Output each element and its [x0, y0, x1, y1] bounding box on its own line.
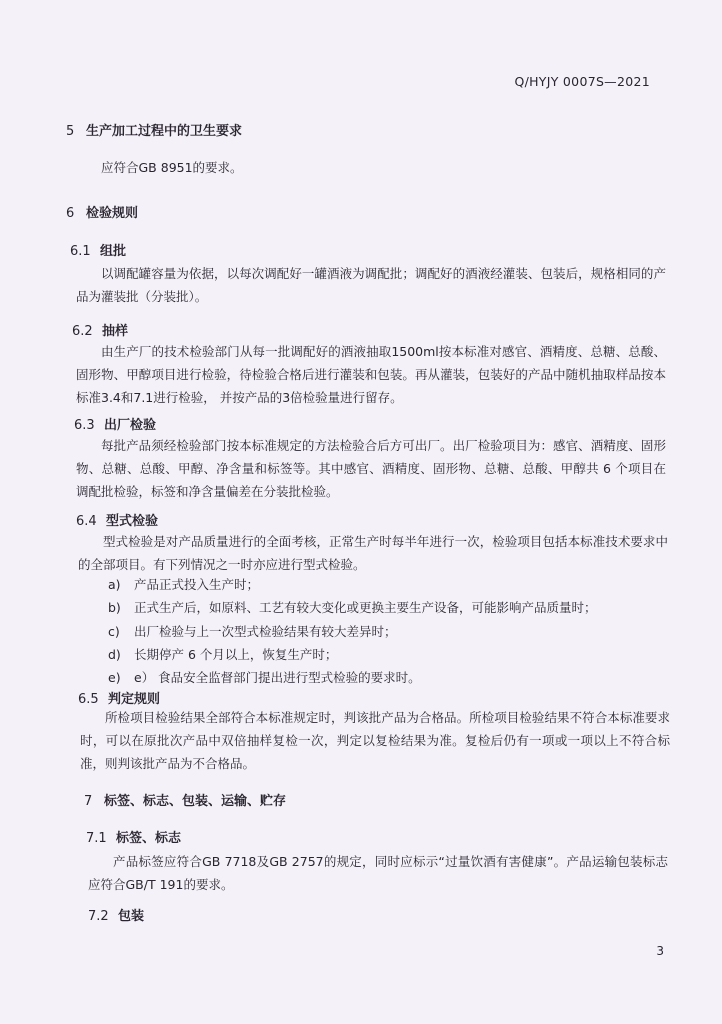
- section-7-title: 标签、标志、包装、运输、贮存: [104, 794, 287, 809]
- list-item: d) 长期停产 6 个月以上，恢复生产时；: [108, 647, 338, 662]
- section-6-3-text: 每批产品须经检验部门按本标准规定的方法检验合后方可出厂。出厂检验项目为：感官、酒精度、固形物、总糖、总酸、甲醇、净含量和标签等。其中感官、酒精度、固形物、总糖、总酸、甲醇共 6 个项目在调配批检验，标签和净含量偏差在分装批检验。: [76, 438, 666, 499]
- section-5-text: 应符合GB 8951的要求。: [101, 160, 243, 175]
- section-6-2-title: 抽样: [102, 324, 129, 339]
- section-7-heading: 7 标签、标志、包装、运输、贮存: [84, 794, 287, 809]
- section-5-heading: 5 生产加工过程中的卫生要求: [66, 124, 243, 139]
- section-7-1-title: 标签、标志: [116, 831, 182, 846]
- section-6-3-heading: 6.3 出厂检验: [74, 418, 157, 433]
- section-5-title: 生产加工过程中的卫生要求: [86, 124, 243, 139]
- section-6-1-heading: 6.1 组批: [70, 244, 127, 259]
- section-6-title: 检验规则: [86, 206, 139, 221]
- section-7-2-heading: 7.2 包装: [88, 909, 145, 924]
- section-6-2-heading: 6.2 抽样: [72, 324, 129, 339]
- section-6-4-title: 型式检验: [106, 514, 159, 529]
- list-item: c) 出厂检验与上一次型式检验结果有较大差异时；: [108, 624, 397, 639]
- list-item: a) 产品正式投入生产时；: [108, 577, 260, 592]
- section-6-5-title: 判定规则: [108, 692, 161, 707]
- section-6-1-text: 以调配罐容量为依据，以每次调配好一罐酒液为调配批；调配好的酒液经灌装、包装后，规格相同的产品为灌装批（分装批）。: [76, 266, 666, 304]
- section-6-3-title: 出厂检验: [104, 418, 157, 433]
- section-6-5-heading: 6.5 判定规则: [78, 692, 161, 707]
- section-6-1-title: 组批: [100, 244, 127, 259]
- section-7-1-heading: 7.1 标签、标志: [86, 831, 182, 846]
- section-7-1-text: 产品标签应符合GB 7718及GB 2757的规定，同时应标示“过量饮酒有害健康”。产品运输包装标志应符合GB/T 191的要求。: [88, 854, 668, 892]
- section-6-heading: 6 检验规则: [66, 206, 139, 221]
- section-6-5-text: 所检项目检验结果全部符合本标准规定时，判该批产品为合格品。所检项目检验结果不符合本标准要求时，可以在原批次产品中双倍抽样复检一次，判定以复检结果为准。复检后仍有一项或一项以上不符合标准，则判该批产品为不合格品。: [80, 710, 670, 771]
- document-number: Q/HYJY 0007S—2021: [514, 74, 650, 89]
- page-number: 3: [656, 944, 664, 958]
- section-6-4-heading: 6.4 型式检验: [76, 514, 159, 529]
- list-item: e) e） 食品安全监督部门提出进行型式检验的要求时。: [108, 670, 421, 685]
- list-item: b) 正式生产后，如原料、工艺有较大变化或更换主要生产设备，可能影响产品质量时；: [108, 600, 597, 615]
- section-6-4-text: 型式检验是对产品质量进行的全面考核，正常生产时每半年进行一次，检验项目包括本标准技术要求中的全部项目。有下列情况之一时亦应进行型式检验。: [78, 534, 668, 572]
- section-7-2-title: 包装: [118, 909, 145, 924]
- section-6-2-text: 由生产厂的技术检验部门从每一批调配好的酒液抽取1500ml按本标准对感官、酒精度、总糖、总酸、固形物、甲醇项目进行检验，待检验合格后进行灌装和包装。再从灌装，包装好的产品中随机抽取样品按本标准3.4和7.1进行检验， 并按产品的3倍检验量进行留存。: [76, 344, 666, 405]
